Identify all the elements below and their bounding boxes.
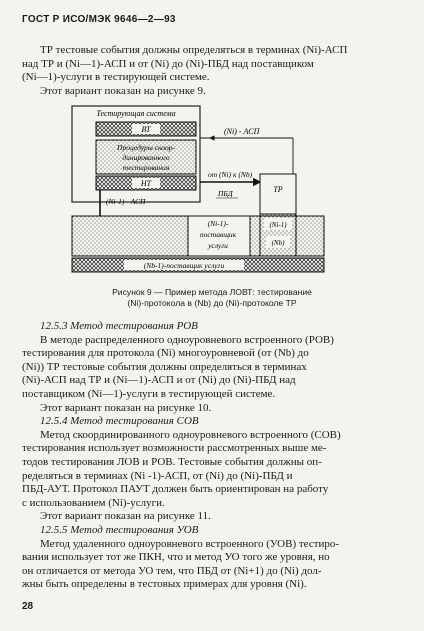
text-line: тодов тестирования ЛОВ и РОВ. Тестовые события должны оп- <box>22 455 322 468</box>
sp-text: услуги <box>208 241 228 250</box>
text-line: тестирования для протокола (Ni) многоуровневой (от (Nb) до <box>22 347 309 360</box>
text-line: (Ni—1)-услуги в тестирующей системе. <box>22 71 210 84</box>
caption-line: (Ni)-протокола в (Nb) до (Ni)-протоколе ТР <box>127 298 297 308</box>
text-line: Метод удаленного одноуровневого встроенного (УОВ) тестиро- <box>40 537 340 550</box>
tester-system-label: Тестирующая система <box>96 109 176 118</box>
section-12-5-3 <box>22 320 407 592</box>
text-line: Этот вариант показан на рисунке 10. <box>40 401 212 414</box>
text-line: Метод скоординированного одноуровневого встроенного (СОВ) <box>40 428 341 441</box>
asp-top-label: (Ni) - АСП <box>224 127 260 136</box>
text-line: жны быть определены в тестовых примерах для уровня (Ni). <box>22 578 307 591</box>
text-line: ТР тестовые события должны определяться в терминах (Ni)-АСП <box>40 44 348 56</box>
vt-label: ВТ <box>141 125 151 134</box>
asp-lower-label: (Ni-1) - АСП <box>106 197 146 206</box>
text-line: тестирования использует возможности рассмотренных выше ме- <box>22 442 327 455</box>
text-line: он отличается от метода УО тем, что ПБД от (Ni+1) до (Ni) дол- <box>22 564 322 577</box>
nt-label: НТ <box>140 179 152 188</box>
text-line: над ТР и (Ni—1)-АСП и от (Ni) до (Ni)-ПБД над поставщиком <box>22 57 314 70</box>
text-line: ПБД-АУТ. Протокол ПАУТ должен быть ориентирован на работу <box>22 483 329 496</box>
text-line: Этот вариант показан на рисунке 9. <box>40 84 206 97</box>
implementation-under-test-box <box>260 174 296 214</box>
text-line: поставщиком (Ni—1)-услуги в тестирующей системе. <box>22 387 276 400</box>
text-line: В методе распределенного одноуровневого встроенного (РОВ) <box>40 333 334 346</box>
figure-9-diagram <box>68 104 338 284</box>
bottom-provider-label: (Nb-1)-поставщик услуги <box>143 261 225 270</box>
section-title: 12.5.4 Метод тестирования СОВ <box>40 415 199 428</box>
text-line: с использованием (Ni)-услуги. <box>22 496 165 509</box>
ni1-label: (Ni-1) <box>269 221 287 229</box>
section-title: 12.5.3 Метод тестирования РОВ <box>40 320 198 332</box>
procedures-text: Процедуры скоор- <box>117 143 175 152</box>
pdu-label: от (Ni) к (Nb) <box>208 170 253 179</box>
nb-label: (Nb) <box>271 239 285 247</box>
text-line: Этот вариант показан на рисунке 11. <box>40 510 211 523</box>
sp-text: поставщик <box>199 230 237 239</box>
figure-caption <box>0 287 424 309</box>
sp-text: (Ni-1)- <box>207 219 229 228</box>
page-number: 28 <box>22 601 34 612</box>
tr-label: ТР <box>273 185 283 194</box>
text-line: (Ni)-АСП над ТР и (Ni—1)-АСП и от (Ni) до (Ni)-ПБД над <box>22 374 296 387</box>
procedures-text: динированного <box>122 153 170 162</box>
paragraph-intro <box>22 44 407 98</box>
procedures-text: тестирования <box>122 163 170 172</box>
section-title: 12.5.5 Метод тестирования УОВ <box>40 523 199 536</box>
pdu-label-2: ПБД <box>218 189 233 198</box>
caption-line: Рисунок 9 — Пример метода ЛОВТ: тестирование <box>112 287 312 297</box>
text-line: (Ni)) ТР тестовые события должны определяться в терминах <box>22 360 307 373</box>
text-line: вания использует тот же ПКН, что и метод УО того же уровня, но <box>22 551 330 564</box>
running-header: ГОСТ Р ИСО/МЭК 9646—2—93 <box>22 14 176 25</box>
text-line: ределяться в терминах (Ni -1)-АСП, от (Ni) до (Ni)-ПБД и <box>22 469 293 482</box>
